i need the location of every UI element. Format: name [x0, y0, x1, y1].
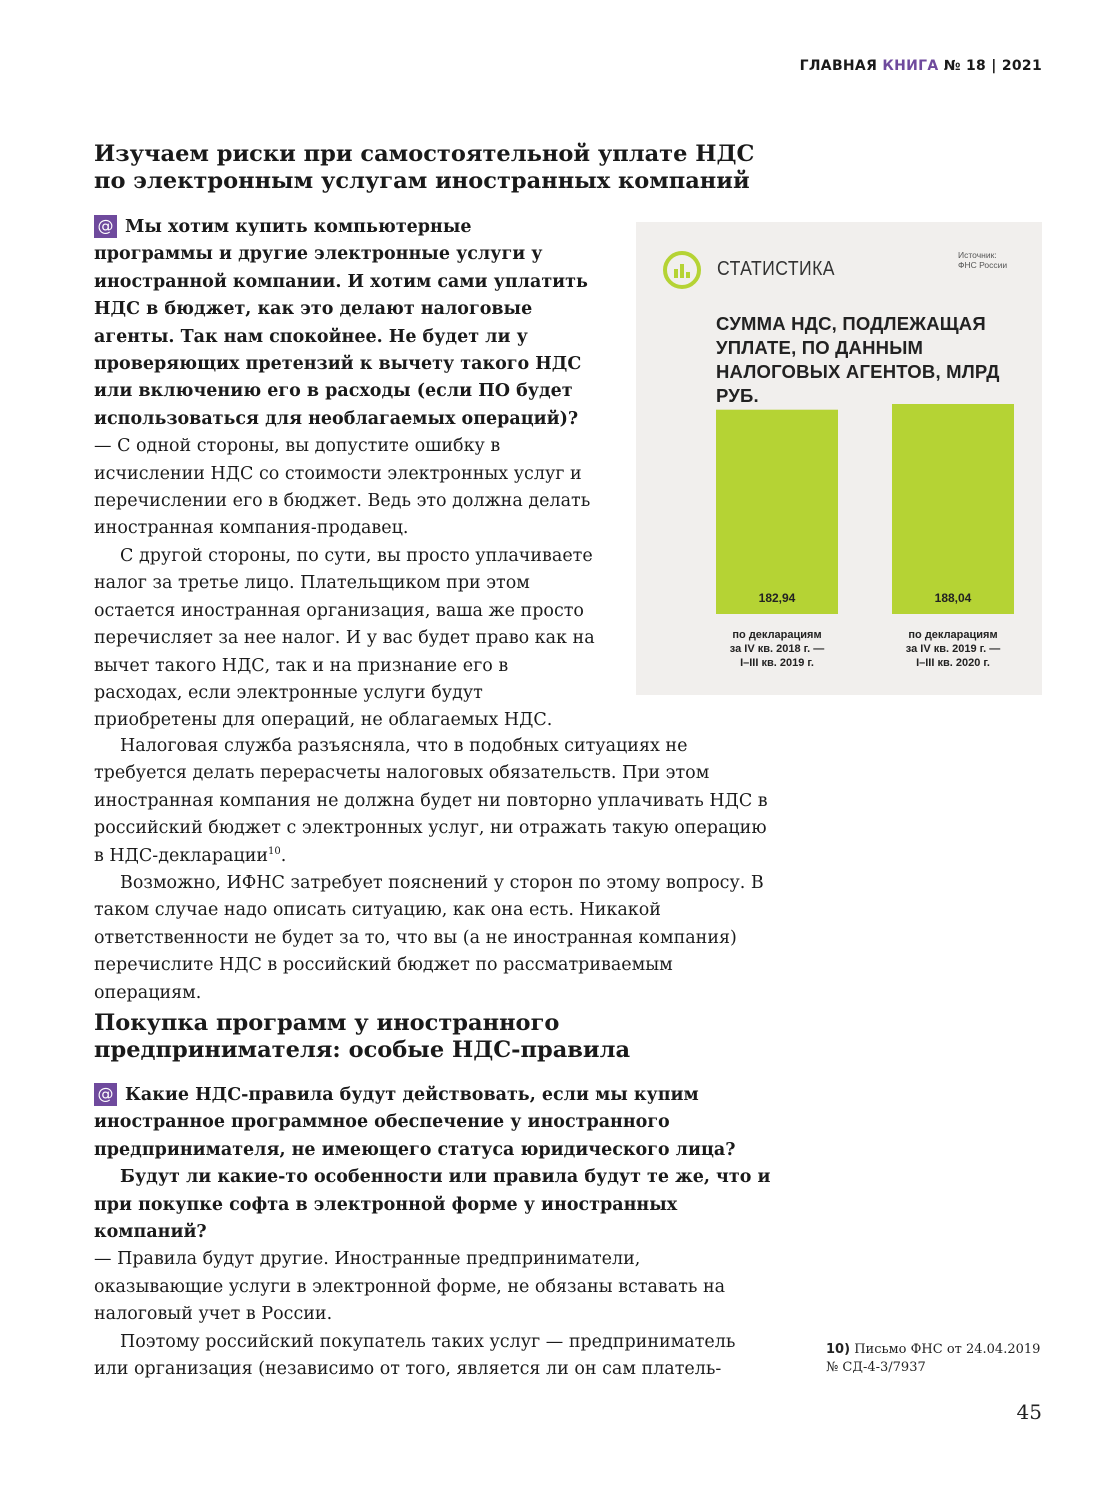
section1-heading: Изучаем риски при самостоятельной уплате НДС по электронным услугам иностранных компаний — [94, 141, 755, 194]
bar-chart — [636, 222, 1042, 695]
answer-paragraph: Возможно, ИФНС затребует пояснений у сторон по этому вопросу. В таком случае надо описать ситуацию, как она есть. Никакой ответственности не будет за то, что вы (а не иностранная компания) перечислите НДС в российский бюджет по рассматриваемым операциям. — [94, 873, 764, 1003]
category-label: I–III кв. 2020 г. — [916, 657, 990, 669]
answer-paragraph: Налоговая служба разъясняла, что в подобных ситуациях не требуется делать перерасчеты налоговых обязательств. При этом иностранная компания не должна будет ни повторно уплачивать НДС в российский бюджет с электронных услуг, ни отражать такую операцию в НДС-декларации$^{10}$. — [94, 736, 768, 866]
footnote-text: Письмо ФНС от 24.04.2019 — [854, 1342, 1041, 1357]
footnote-text-2: № СД-4-3/7937 — [826, 1360, 926, 1375]
at-icon: @ — [94, 215, 117, 238]
brand-name: ГЛАВНАЯ — [799, 58, 878, 74]
running-header — [800, 58, 1042, 74]
category-label: I–III кв. 2019 г. — [740, 657, 814, 669]
statistics-source: Источник: ФНС России — [958, 250, 1008, 270]
question: Будут ли какие-то особенности или правила будут те же, что и при покупке софта в электронной форме у иностранных компаний? — [94, 1167, 771, 1243]
section1-intro — [94, 214, 596, 735]
category-label: по декларациям — [908, 629, 998, 641]
footnote-ref: 10 — [268, 845, 281, 857]
footnote — [826, 1341, 1046, 1377]
page-number: 45 — [1016, 1400, 1042, 1424]
category-label: по декларациям — [732, 629, 822, 641]
chart-bar — [716, 410, 838, 614]
bar-value-label: 188,04 — [934, 591, 972, 605]
answer-paragraph: — С одной стороны, вы допустите ошибку в исчислении НДС со стоимости электронных услуг и перечислении его в бюджет. Ведь это должна делать иностранная компания-продавец. — [94, 436, 591, 539]
statistics-box — [636, 222, 1042, 695]
issue-number: № 18 | 2021 — [943, 58, 1042, 74]
category-label: за IV кв. 2019 г. — — [905, 643, 1001, 655]
answer-paragraph: Поэтому российский покупатель таких услуг — предприниматель или организация (независимо от того, является ли он сам платель- — [94, 1331, 736, 1380]
answer-paragraph: — Правила будут другие. Иностранные предприниматели, оказывающие услуги в электронной форме, не обязаны вставать на налоговый учет в России. — [94, 1249, 726, 1325]
bar-value-label: 182,94 — [758, 591, 796, 605]
question: @ Какие НДС-правила будут действовать, если мы купим иностранное программное обеспечение у иностранного предпринимателя, не имеющего статуса юридического лица? — [94, 1084, 736, 1160]
chart-bar — [892, 404, 1014, 614]
at-icon: @ — [94, 1083, 117, 1106]
category-label: за IV кв. 2018 г. — — [729, 643, 825, 655]
statistics-label: СТАТИСТИКА — [717, 258, 835, 280]
section2-heading: Покупка программ у иностранного предпринимателя: особые НДС-правила — [94, 1010, 631, 1063]
chart-title: СУММА НДС, ПОДЛЕЖАЩАЯ УПЛАТЕ, ПО ДАННЫМ НАЛОГОВЫХ АГЕНТОВ, МЛРД РУБ. — [716, 313, 1000, 406]
section1-continued — [94, 733, 772, 1007]
section2-body — [94, 1082, 772, 1383]
brand-name-accent: КНИГА — [882, 58, 939, 74]
footnote-number: 10) — [826, 1342, 851, 1357]
question: @ Мы хотим купить компьютерные программы и другие электронные услуги у иностранной компании. И хотим сами уплатить НДС в бюджет, как это делают налоговые агенты. Так нам спокойнее. Не будет ли у проверяющих претензий к вычету такого НДС или включению его в расходы (если ПО будет использоваться для необлагаемых операций)? — [94, 216, 588, 429]
answer-paragraph: С другой стороны, по сути, вы просто уплачиваете налог за третье лицо. Плательщиком при этом остается иностранная организация, ваша же просто перечисляет за нее налог. И у вас будет право как на вычет такого НДС, так и на признание его в расходах, если электронные услуги будут приобретены для операций, не облагаемых НДС. — [94, 545, 595, 731]
